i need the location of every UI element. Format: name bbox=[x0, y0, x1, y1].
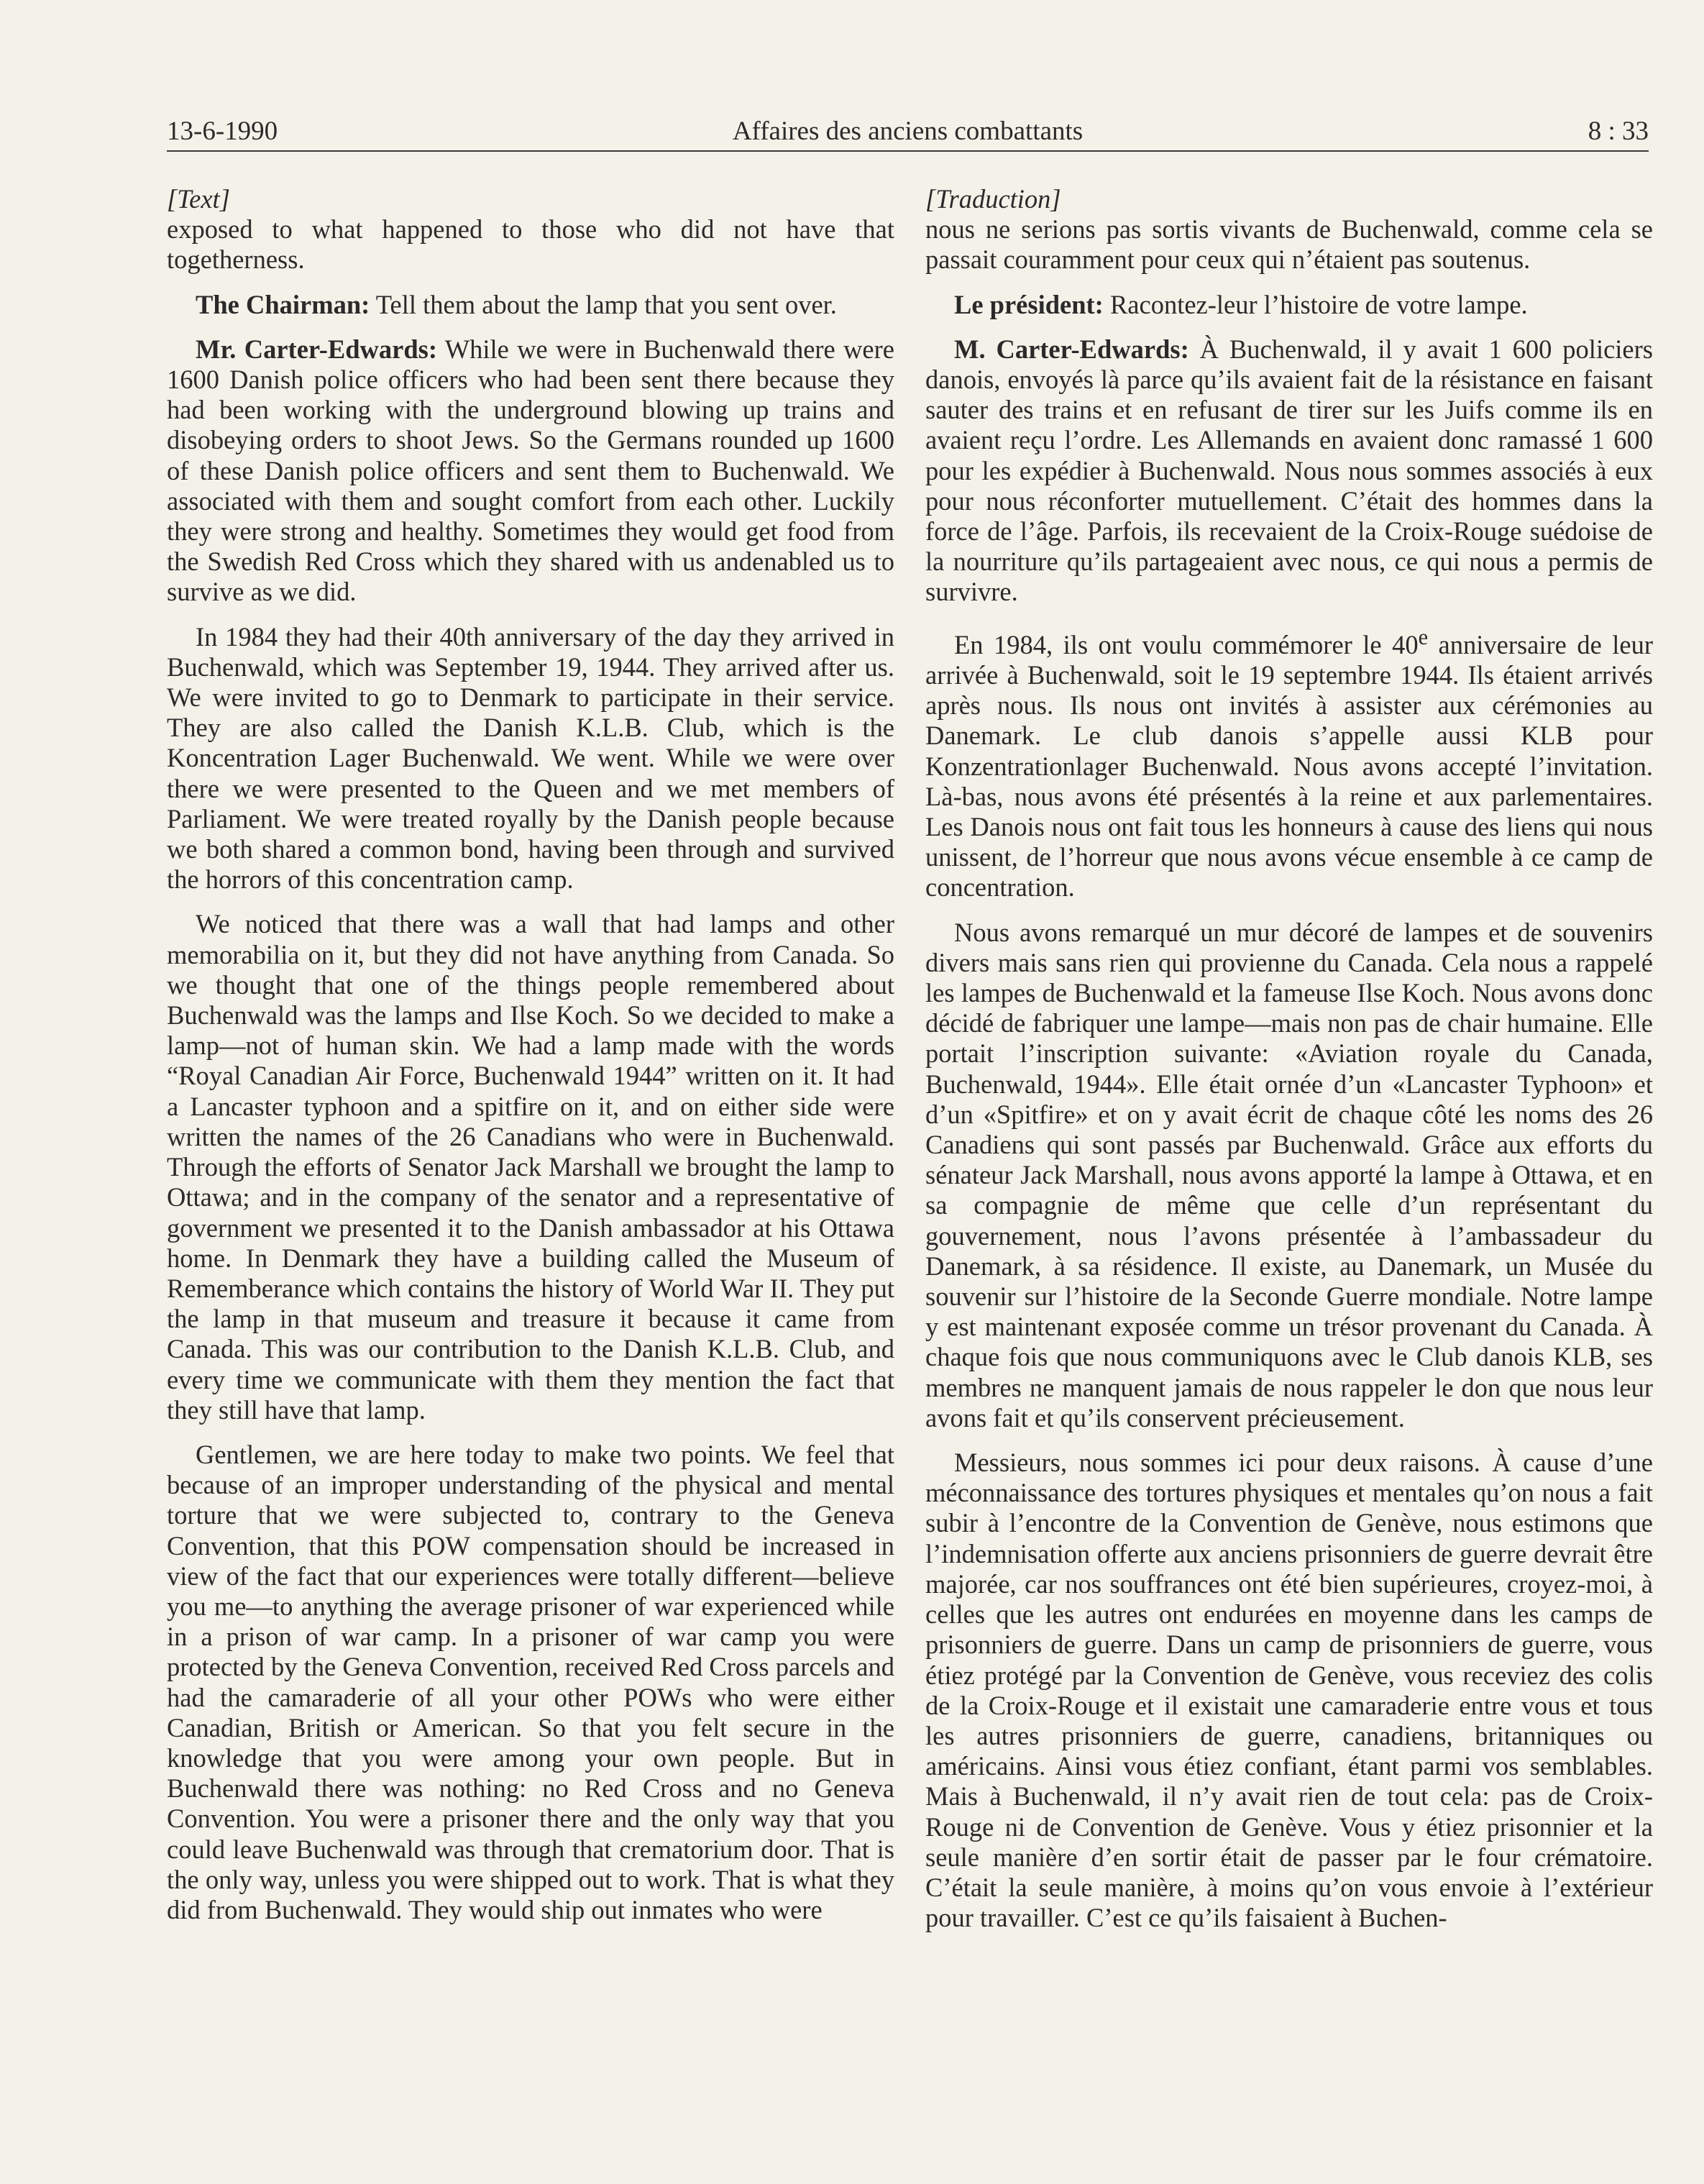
ordinal-superscript: e bbox=[1418, 624, 1429, 649]
paragraph: exposed to what happened to those who did not have that togetherness. bbox=[167, 214, 894, 275]
french-column bbox=[925, 184, 1653, 1947]
header-rule bbox=[167, 150, 1649, 152]
paragraph bbox=[925, 290, 1653, 320]
speaker-name: Le président: bbox=[954, 289, 1104, 319]
speaker-name: The Chairman: bbox=[196, 289, 370, 319]
page-header bbox=[167, 111, 1649, 152]
column-label: [Traduction] bbox=[925, 184, 1061, 214]
paragraph bbox=[925, 622, 1653, 903]
speech-text: En 1984, ils ont voulu commémorer le 40 bbox=[954, 629, 1419, 659]
header-page-number: 8 : 33 bbox=[1588, 116, 1649, 146]
english-column bbox=[167, 184, 894, 1939]
paragraph bbox=[167, 290, 894, 320]
speech-text: Tell them about the lamp that you sent over. bbox=[370, 289, 837, 319]
speech-text: À Buchenwald, il y avait 1 600 policiers danois, envoyés là parce qu’ils avaient fait de la résistance en faisant sauter des trains et en refusant de tirer sur les Juifs comme ils en avaient reçu l’ordre. Les Allemands en avaient donc ramassé 1 600 pour les expédier à Buchenwald. Nous nous sommes associés à eux pour nous réconforter mutuellement. C’était des hommes dans la force de l’âge. Parfois, ils recevaient de la Croix-Rouge suédoise de la nourriture qu’ils partageaient avec nous, ce qui nous a permis de survivre. bbox=[925, 334, 1653, 607]
paragraph: In 1984 they had their 40th anniversary of the day they arrived in Buchenwald, which was September 19, 1944. They arrived after us. We were invited to go to Denmark to participate in their service. They are also called the Danish K.L.B. Club, which is the Koncentration Lager Buchenwald. We went. While we were over there we were presented to the Queen and we met members of Parliament. We were treated royally by the Danish people because we both shared a common bond, having been through and survived the horrors of this concentration camp. bbox=[167, 621, 894, 895]
column-label: [Text] bbox=[167, 184, 230, 214]
speech-text: Racontez-leur l’histoire de votre lampe. bbox=[1103, 289, 1528, 319]
paragraph: Gentlemen, we are here today to make two points. We feel that because of an improper understanding of the physical and mental torture that we were subjected to, contrary to the Geneva Convention, that this POW compensation should be increased in view of the fact that our experiences were totally different—believe you me—to anything the average prisoner of war experienced while in a prison of war camp. In a prisoner of war camp you were protected by the Geneva Convention, received Red Cross parcels and had the camaraderie of all your other POWs who were either Canadian, British or American. So that you felt secure in the knowledge that you were among your own people. But in Buchenwald there was nothing: no Red Cross and no Geneva Convention. You were a prisoner there and the only way that you could leave Buchenwald was through that crematorium door. That is the only way, unless you were shipped out to work. That is what they did from Buchenwald. They would ship out inmates who were bbox=[167, 1439, 894, 1924]
paragraph: Messieurs, nous sommes ici pour deux raisons. À cause d’une méconnaissance des tortures physiques et mentales qu’on nous a fait subir à l’encontre de la Convention de Genève, nous estimons que l’indemnisation offerte aux anciens prisonniers de guerre devrait être majorée, car nos souffrances ont été bien supérieures, croyez-moi, à celles que les autres ont endurées en moyenne dans les camps de prisonniers de guerre. Dans un camp de prisonniers de guerre, vous étiez protégé par la Convention de Genève, vous receviez des colis de la Croix-Rouge et il existait une camaraderie entre vous et tous les autres prisonniers de guerre, canadiens, britanniques ou américains. Ainsi vous étiez confiant, étant parmi vos semblables. Mais à Buchenwald, il n’y avait rien de tout cela: pas de Croix-Rouge ni de Convention de Genève. Vous y étiez prisonnier et la seule manière d’en sortir était de passer par le four crématoire. C’était la seule manière, à moins qu’on vous envoie à l’extérieur pour travailler. C’est ce qu’ils faisaient à Buchen- bbox=[925, 1448, 1653, 1933]
paragraph bbox=[925, 334, 1653, 608]
speech-text: While we were in Buchenwald there were 1600 Danish police officers who had been sent there because they had been working with the underground blowing up trains and disobeying orders to shoot Jews. So the Germans rounded up 1600 of these Danish police officers and sent them to Buchenwald. We associated with them and sought comfort from each other. Luckily they were strong and healthy. Sometimes they would get food from the Swedish Red Cross which they shared with us andenabled us to survive as we did. bbox=[167, 334, 894, 607]
speaker-name: M. Carter-Edwards: bbox=[954, 334, 1189, 364]
speaker-name: Mr. Carter-Edwards: bbox=[196, 334, 438, 364]
paragraph bbox=[167, 334, 894, 608]
speech-text: anniversaire de leur arrivée à Buchenwald, soit le 19 septembre 1944. Ils étaient arrivés après nous. Ils nous ont invités à assister aux cérémonies au Danemark. Le club danois s’appelle aussi KLB pour Konzentrationlager Buchenwald. Nous avons accepté l’invitation. Là-bas, nous avons été présentés à la reine et aux parlementaires. Les Danois nous ont fait tous les honneurs à cause des liens qui nous unissent, de l’horreur que nous avons vécue ensemble à ce camp de concentration. bbox=[925, 629, 1653, 903]
header-title: Affaires des anciens combattants bbox=[732, 116, 1084, 146]
paragraph: Nous avons remarqué un mur décoré de lampes et de souvenirs divers mais sans rien qui provienne du Canada. Cela nous a rappelé les lampes de Buchenwald et la fameuse Ilse Koch. Nous avons donc décidé de fabriquer une lampe—mais non pas de chair humaine. Elle portait l’inscription suivante: «Aviation royale du Canada, Buchenwald, 1944». Elle était ornée d’un «Lancaster Typhoon» et d’un «Spitfire» et on y avait écrit de chaque côté les noms des 26 Canadiens qui sont passés par Buchenwald. Grâce aux efforts du sénateur Jack Marshall, nous avons apporté la lampe à Ottawa, et en sa compagnie de même que celle d’un représentant du gouvernement, nous l’avons présentée à l’ambassadeur du Danemark, à sa résidence. Il existe, au Danemark, un Musée du souvenir sur l’histoire de la Seconde Guerre mondiale. Notre lampe y est maintenant exposée comme un trésor provenant du Canada. À chaque fois que nous communiquons avec le Club danois KLB, ses membres ne manquent jamais de nous rappeler le don que nous leur avons fait et qu’ils conservent précieusement. bbox=[925, 917, 1653, 1433]
header-date: 13-6-1990 bbox=[167, 116, 278, 146]
paragraph: nous ne serions pas sortis vivants de Buchenwald, comme cela se passait couramment pour ceux qui n’étaient pas soutenus. bbox=[925, 214, 1653, 275]
paragraph: We noticed that there was a wall that had lamps and other memorabilia on it, but they did not have anything from Canada. So we thought that one of the things people remembered about Buchenwald was the lamps and Ilse Koch. So we decided to make a lamp—not of human skin. We had a lamp made with the words “Royal Canadian Air Force, Buchenwald 1944” written on it. It had a Lancaster typhoon and a spitfire on it, and on either side were written the names of the 26 Canadians who were in Buchenwald. Through the efforts of Senator Jack Marshall we brought the lamp to Ottawa; and in the company of the senator and a representative of government we presented it to the Danish ambassador at his Ottawa home. In Denmark they have a building called the Museum of Rememberance which contains the history of World War II. They put the lamp in that museum and treasure it because it came from Canada. This was our contribution to the Danish K.L.B. Club, and every time we communicate with them they mention the fact that they still have that lamp. bbox=[167, 909, 894, 1425]
